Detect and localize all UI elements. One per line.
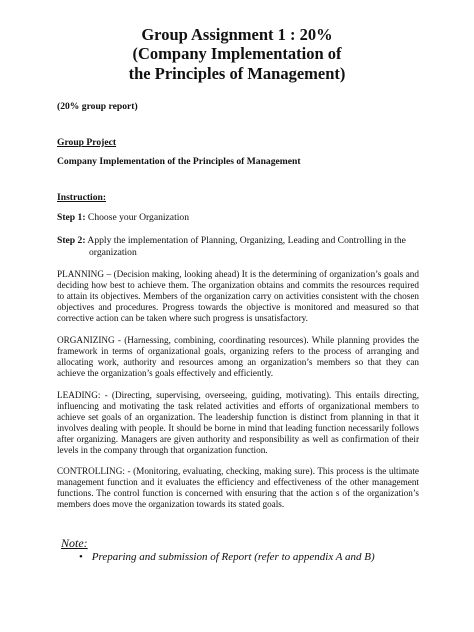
title-line-1: Group Assignment 1 : 20% xyxy=(141,25,333,44)
instruction-heading: Instruction: xyxy=(57,192,107,203)
group-project-name: Company Implementation of the Principles of Management xyxy=(57,156,301,167)
step-2-text-line-2: organization xyxy=(89,247,137,258)
step-2 xyxy=(57,236,406,246)
note-label: Note: xyxy=(61,536,88,550)
group-project-heading: Group Project xyxy=(57,137,117,148)
title-line-2: (Company Implementation of xyxy=(132,44,342,63)
step-1-label: Step 1: xyxy=(57,212,86,223)
planning-paragraph: PLANNING – (Decision making, looking ahead) It is the determining of organization’s goals and deciding how best to achieve them. The organization obtains and commits the resources required to attain its objectives. Members of the organization carry on activities consistent with the chosen objectives and procedures. Progress towards the objective is monitored and measured so that corrective action can be taken where such progress is unsatisfactory. xyxy=(57,269,419,323)
bullet-icon: • xyxy=(79,551,83,563)
step-1-text: Choose your Organization xyxy=(87,212,189,223)
leading-paragraph: LEADING: - (Directing, supervising, overseeing, guiding, motivating). This entails directing, influencing and motivating the task related activities and efforts of organizational members to achieve set goals of an organization. The leadership function is distinct from planning in that it involves dealing with people. It should be borne in mind that leading function necessarily follows after organizing. Managers are given authority and responsibility as well as confirmation of their levels in the company through that organization function. xyxy=(57,390,419,455)
note-list-item xyxy=(79,551,375,563)
controlling-paragraph: CONTROLLING: - (Monitoring, evaluating, checking, making sure). This process is the ultimate management function and it evaluates the efficiency and effectiveness of the other management functions. The control function is concerned with ensuring that the action s of the organization’s members does move the organization towards its stated goals. xyxy=(57,466,419,509)
organizing-paragraph: ORGANIZING - (Harnessing, combining, coordinating resources). While planning provides the framework in terms of organizational goals, organizing refers to the process of arranging and allocating work, authority and resources among an organization’s members so that they can achieve the organization’s goals effectively and efficiently. xyxy=(57,335,419,378)
step-1 xyxy=(57,213,189,223)
report-weight-subtitle: (20% group report) xyxy=(57,101,138,112)
step-2-label: Step 2: xyxy=(57,235,86,246)
note-item-text: Preparing and submission of Report (refer to appendix A and B) xyxy=(91,551,375,563)
step-2-text-line-1: Apply the implementation of Planning, Organizing, Leading and Controlling in the xyxy=(87,235,406,246)
title-line-3: the Principles of Management) xyxy=(128,64,346,83)
